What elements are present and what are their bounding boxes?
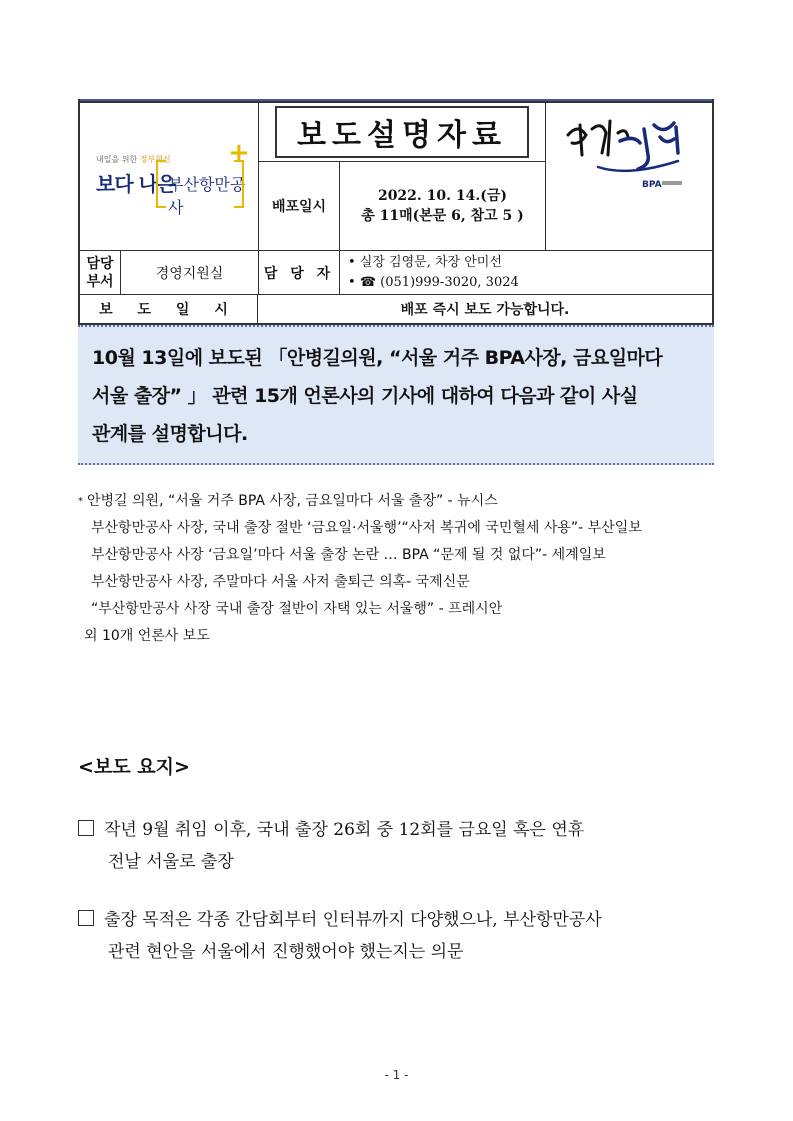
checkbox-square-icon: [78, 820, 94, 836]
release-date: 2022. 10. 14.(금): [377, 188, 508, 204]
logo-org-name: 부산항만공사: [168, 174, 246, 217]
article-list: [78, 488, 738, 650]
title-box: [259, 103, 545, 162]
article-item: 부산항만공사 사장, 국내 출장 절반 ‘금요일·서울행’“사저 복귀에 국민혈세 사용”- 부산일보: [91, 520, 642, 536]
summary-box: [78, 325, 714, 465]
contact-line1: • 실장 김영문, 차장 안미선: [348, 254, 502, 270]
article-item: “부산항만공사 사장 국내 출장 절반이 자택 있는 서울행” - 프레시안: [91, 601, 503, 617]
article-item-other: 외 10개 언론사 보도: [84, 628, 210, 644]
release-value: 배포 즉시 보도 가능합니다.: [400, 302, 570, 318]
summary-point-2: [78, 904, 718, 968]
contact-info: [340, 251, 712, 294]
header-row-title: [80, 103, 712, 251]
logo-big-text: 보다 나은: [96, 171, 176, 196]
summary-line-3: 관계를 설명합니다.: [92, 423, 248, 445]
date-label: 배포일시: [259, 162, 340, 250]
footnote-star: *: [78, 496, 83, 507]
article-title: 안병길 의원, “서울 거주 BPA 사장, 금요일마다 서울 출장” - 뉴시스: [87, 493, 498, 509]
document-title: 보도설명자료: [275, 106, 529, 158]
header-row-release: [80, 295, 712, 323]
title-date-cell: [259, 103, 546, 250]
header-table: [78, 99, 714, 325]
logo-small-label: 내일을 위한: [96, 154, 138, 164]
point-1-line-2: 전날 서울로 출장: [108, 852, 234, 872]
plus-icon: +: [228, 137, 250, 168]
summary-line-1: 10월 13일에 보도된 「안병길의원, “서울 거주 BPA사장, 금요일마다: [92, 347, 663, 369]
page-count: 총 11매(본문 6, 참고 5 ): [361, 208, 524, 224]
bpa-government-logo: [88, 132, 250, 222]
logo-small-accent: 정부혁신: [139, 154, 171, 164]
page-number: - 1 -: [384, 1068, 409, 1082]
phone-icon: ☎: [359, 274, 377, 290]
contact-label: 담 당 자: [259, 251, 340, 294]
slogan-cell: [546, 103, 712, 250]
point-2-line-2: 관련 현안을 서울에서 진행했어야 했는지는 의문: [108, 942, 464, 962]
logo-cell: [80, 103, 259, 250]
point-1-text-1: 작년 9월 취임 이후, 국내 출장 26회 중 12회를 금요일 혹은 연휴: [104, 820, 585, 840]
dept-label-line2: 부서: [86, 273, 114, 290]
dept-value: 경영지원실: [121, 251, 259, 294]
release-label: 보 도 일 시: [80, 295, 258, 323]
section-title: <보도 요지>: [78, 756, 190, 778]
header-row-contact: [80, 251, 712, 295]
contact-line2: • ☎ (051)999-3020, 3024: [348, 274, 519, 290]
header-top-rule: [80, 99, 712, 101]
point-2-text-1: 출장 목적은 각종 간담회부터 인터뷰까지 다양했으나, 부산항만공사: [104, 910, 602, 930]
summary-point-1: [78, 814, 718, 878]
point-1-line-1: [78, 814, 718, 846]
article-item: 부산항만공사 사장, 주말마다 서울 사저 출퇴근 의혹- 국제신문: [91, 574, 470, 590]
article-item: 부산항만공사 사장 ‘금요일’마다 서울 출장 논란 … BPA “문제 될 것 없다”- 세계일보: [91, 547, 606, 563]
date-value: [340, 162, 545, 250]
summary-line-2: 서울 출장” 」 관련 15개 언론사의 기사에 대하여 다음과 같이 사실: [92, 385, 638, 407]
logo-bracket-left: [156, 160, 166, 208]
point-2-line-1: [78, 904, 718, 936]
slogan-bpa-text: BPA: [642, 180, 662, 190]
article-item: [78, 488, 738, 515]
dept-label-line1: 담당: [86, 255, 114, 272]
contact-phone: (051)999-3020, 3024: [380, 274, 519, 290]
dept-label: [80, 251, 121, 294]
date-row: [259, 162, 545, 250]
checkbox-square-icon: [78, 910, 94, 926]
busan-port-slogan-logo: [558, 107, 688, 197]
